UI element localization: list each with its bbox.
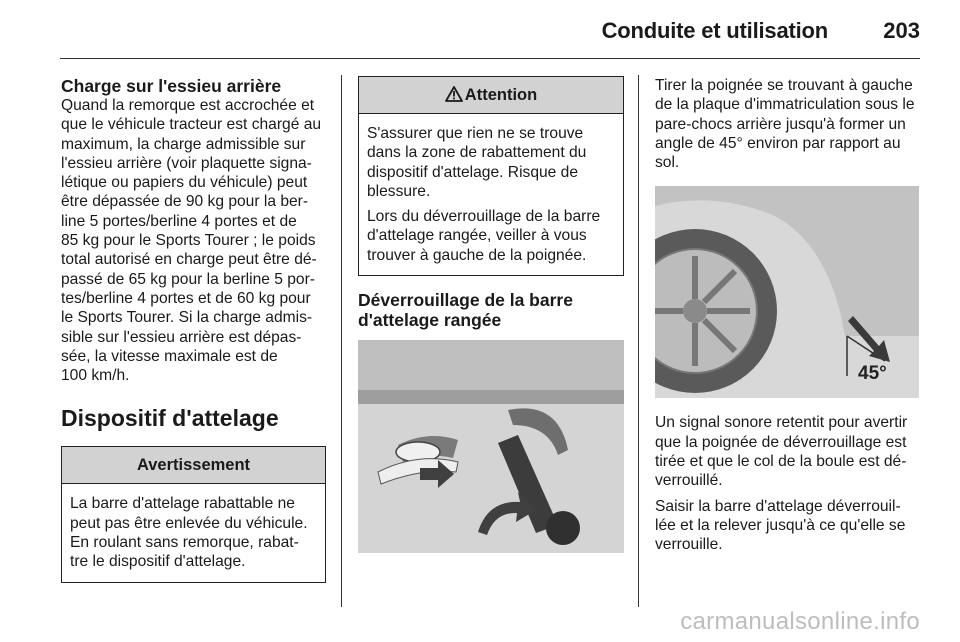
rear-axle-heading: Charge sur l'essieu arrière [61, 76, 282, 96]
header-rule [60, 58, 920, 59]
warning-triangle-icon [445, 79, 463, 115]
attention-text-2: Lors du déverrouillage de la barre d'attelage rangée, veiller à vous trouver à gauche de la poignée. [367, 208, 601, 264]
warning-box [61, 446, 326, 582]
pull-handle-paragraph: Tirer la poignée se trouvant à gauche de la plaque d'immatriculation sous le pare-chocs arrière jusqu'à former un angle de 45° environ par rapport au sol. [655, 77, 915, 172]
angle-label: 45° [858, 363, 887, 385]
watermark: carmanualsonline.info [680, 608, 920, 635]
column-divider [638, 75, 639, 607]
raise-bar-paragraph: Saisir la barre d'attelage déverrouil- lée et la relever jusqu'à ce qu'elle se verrouille. [655, 497, 906, 554]
towing-section-heading: Dispositif d'attelage [61, 405, 279, 432]
towbar-unlock-illustration [358, 340, 624, 553]
warning-text: La barre d'attelage rabattable ne peut pas être enlevée du véhicule. En roulant sans remorque, rabat- tre le dispositif d'attelage. [70, 495, 308, 571]
column-divider [341, 75, 342, 607]
attention-header [359, 77, 623, 114]
attention-title: Attention [464, 86, 538, 104]
column-1 [61, 76, 326, 583]
column-3 [655, 76, 921, 555]
unlock-heading: Déverrouillage de la barre d'attelage rangée [358, 290, 573, 331]
page-header-title: Conduite et utilisation [601, 18, 828, 43]
handle-angle-illustration [655, 186, 919, 398]
signal-paragraph: Un signal sonore retentit pour avertir que la poignée de déverrouillage est tirée et que le col de la boule est dé- verrouillé. [655, 414, 908, 490]
column-2 [358, 76, 624, 553]
attention-box [358, 76, 624, 276]
rear-axle-paragraph: Quand la remorque est accrochée et que le véhicule tracteur est chargé au maximum, la charge admissible sur l'essieu arrière (voir plaquette signa- létique ou papiers du véhicule) peut être dépassée de 90 kg pour la ber- line 5 portes/berline 4 portes et de 85 kg pour le Sports Tourer ; le poids total autorisé en charge peut être dé- passé de 65 kg pour la berline 5 por- tes/berline 4 portes et de 60 kg pour le Sports Tourer. Si la charge admis- sible sur l'essieu arrière est dépas- sée, la vitesse maximale est de 100 km/h. [61, 97, 322, 385]
page-number: 203 [883, 18, 920, 43]
attention-text-1: S'assurer que rien ne se trouve dans la zone de rabattement du dispositif d'attelage. Risque de blessure. [367, 125, 587, 200]
warning-title: Avertissement [62, 447, 325, 484]
